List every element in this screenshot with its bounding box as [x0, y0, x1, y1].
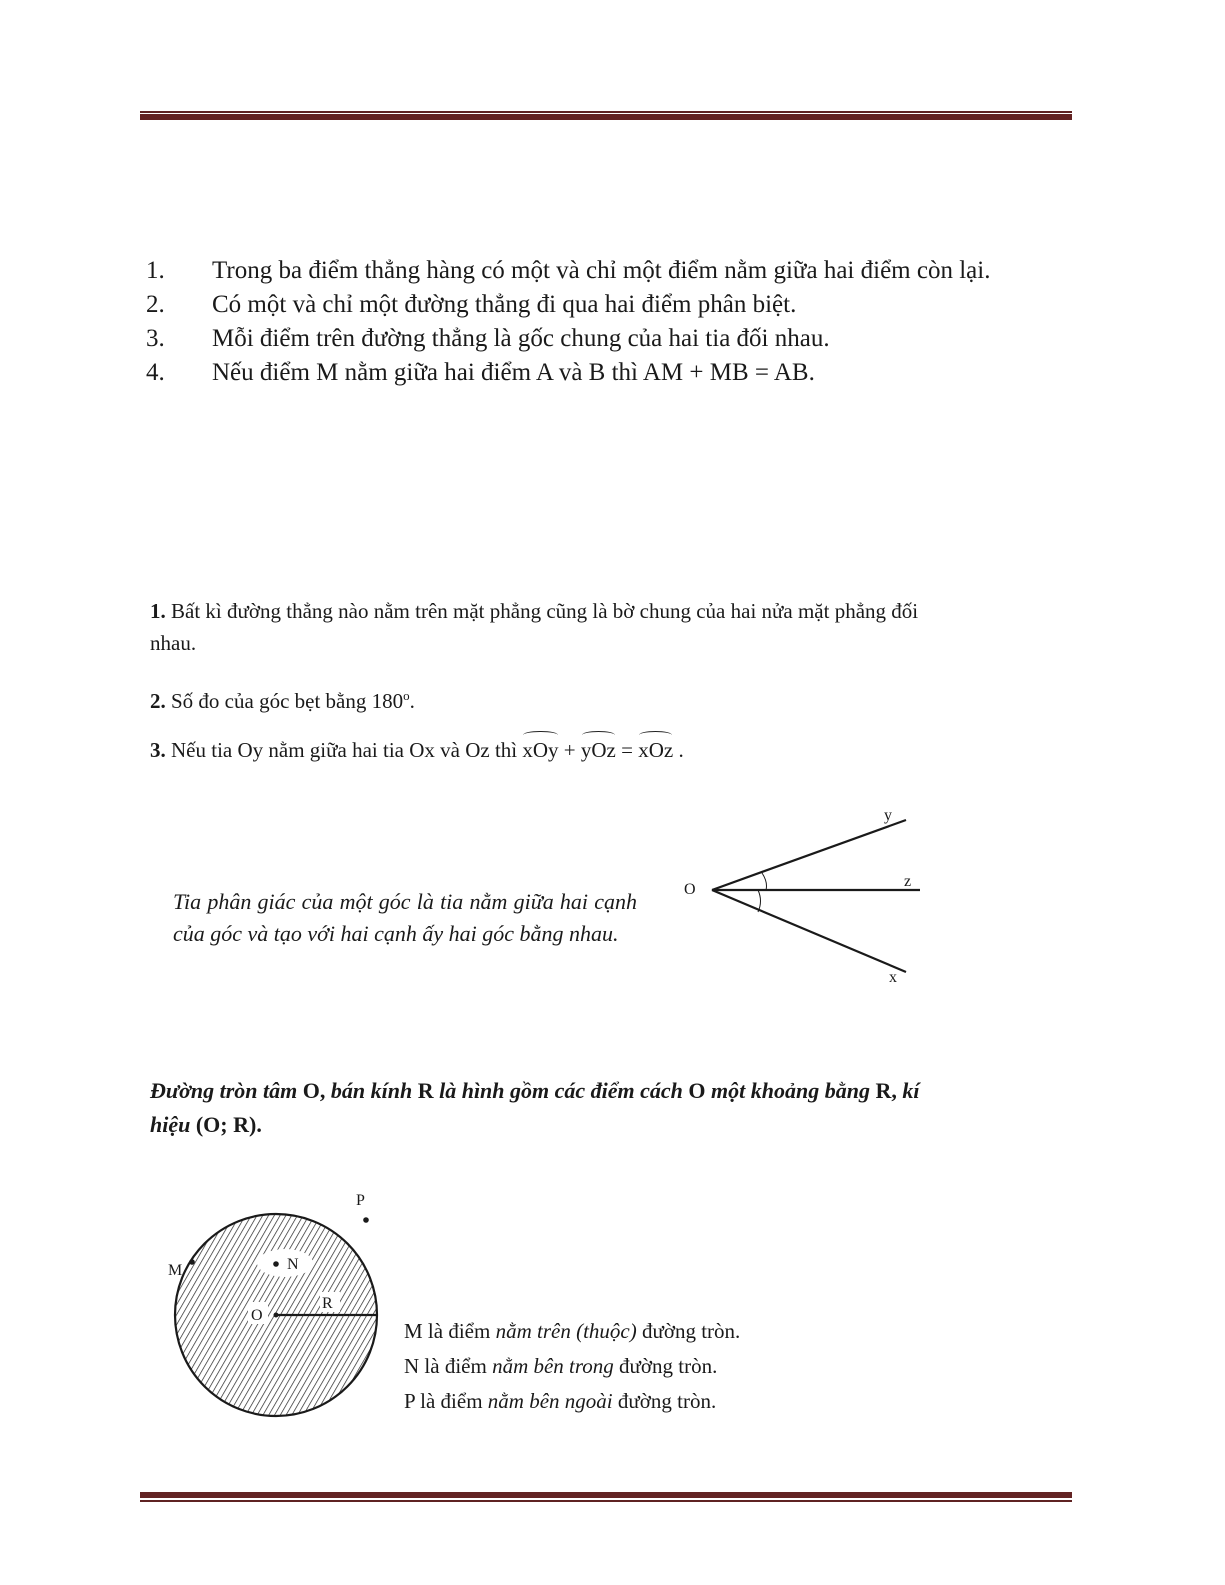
- list-text: Trong ba điểm thẳng hàng có một và chỉ một điểm nằm giữa hai điểm còn lại.: [212, 257, 991, 284]
- item-text: Nếu tia Oy nằm giữa hai tia Ox và Oz thì: [165, 738, 523, 762]
- line-emphasis: nằm trên (thuộc): [495, 1319, 637, 1343]
- def-symbol: O,: [302, 1078, 331, 1103]
- def-text: bán kính: [330, 1078, 418, 1103]
- equals-sign: =: [615, 738, 639, 762]
- list-text: Nếu điểm M nằm giữa hai điểm A và B thì AM + MB = AB.: [212, 359, 815, 386]
- item-number: 2.: [150, 689, 166, 713]
- def-text: Đường tròn tâm: [150, 1078, 303, 1103]
- list-item: [146, 322, 1062, 356]
- ray-ox: [712, 890, 906, 972]
- label-center: O: [251, 1307, 263, 1324]
- list-number: 1.: [146, 257, 165, 284]
- circle-figure: [150, 1170, 400, 1430]
- label-n: N: [287, 1256, 299, 1273]
- list-item: [146, 288, 1062, 322]
- angle-xoy: xOy: [522, 734, 558, 766]
- item-end: .: [673, 738, 684, 762]
- point-m-line: [404, 1314, 740, 1349]
- footer-rule-thick: [140, 1492, 1072, 1498]
- point-m-dot: [189, 1259, 195, 1265]
- bisector-definition: Tia phân giác của một góc là tia nằm giữa hai cạnh của góc và tạo với hai cạnh ấy hai góc bằng nhau.: [173, 889, 637, 946]
- list-number: 4.: [146, 359, 165, 386]
- label-y: y: [884, 807, 892, 824]
- list-item: [146, 254, 1062, 288]
- degree-sup: o: [403, 688, 410, 703]
- point-n-dot: [273, 1261, 279, 1267]
- item-number: 1.: [150, 599, 166, 623]
- line-emphasis: nằm bên ngoài: [487, 1389, 613, 1413]
- plus-sign: +: [558, 738, 581, 762]
- item-end: .: [409, 689, 415, 713]
- angle-addition-fact: [150, 734, 940, 766]
- label-x: x: [889, 969, 897, 986]
- list-number: 2.: [146, 291, 165, 318]
- point-p-line: [404, 1384, 740, 1419]
- line-text: đường tròn.: [613, 1354, 718, 1378]
- circle-point-positions: [404, 1314, 740, 1419]
- list-number: 3.: [146, 325, 165, 352]
- inside-highlight: [257, 1249, 313, 1277]
- header-rule-thick: [140, 114, 1072, 120]
- ray-oy: [712, 820, 906, 890]
- line-point-facts-list: [146, 254, 1062, 390]
- label-radius: R: [322, 1295, 333, 1312]
- label-o: O: [684, 881, 696, 898]
- angle-yoz: yOz: [581, 734, 616, 766]
- item-text: Số đo của góc bẹt bằng 180: [165, 689, 404, 713]
- angle-xoz: xOz: [638, 734, 673, 766]
- footer-rule-thin: [140, 1500, 1072, 1502]
- half-plane-fact: [150, 595, 940, 659]
- circle-definition: [150, 1074, 930, 1142]
- def-notation: (O; R).: [195, 1112, 262, 1137]
- center-dot: [274, 1313, 279, 1318]
- point-n-line: [404, 1349, 740, 1384]
- item-number: 3.: [150, 738, 166, 762]
- line-emphasis: nằm bên trong: [492, 1354, 614, 1378]
- straight-angle-fact: [150, 680, 940, 717]
- line-text: P là điểm: [404, 1389, 488, 1413]
- def-text: kí hiệu: [150, 1078, 920, 1137]
- list-text: Có một và chỉ một đường thẳng đi qua hai điểm phân biệt.: [212, 291, 797, 318]
- line-text: đường tròn.: [636, 1319, 741, 1343]
- header-rule-thin: [140, 111, 1072, 113]
- list-text: Mỗi điểm trên đường thẳng là gốc chung của hai tia đối nhau.: [212, 325, 830, 352]
- label-m: M: [168, 1262, 183, 1279]
- line-text: N là điểm: [404, 1354, 493, 1378]
- line-text: M là điểm: [404, 1319, 496, 1343]
- line-text: đường tròn.: [612, 1389, 717, 1413]
- def-symbol: R,: [875, 1078, 903, 1103]
- item-text: Bất kì đường thẳng nào nằm trên mặt phẳng cũng là bờ chung của hai nửa mặt phẳng đối nhau.: [150, 599, 919, 655]
- def-text: một khoảng bằng: [711, 1078, 876, 1103]
- def-symbol: O: [688, 1078, 712, 1103]
- list-item: [146, 356, 1062, 390]
- point-p-dot: [363, 1217, 369, 1223]
- def-symbol: R: [417, 1078, 440, 1103]
- label-p: P: [356, 1192, 365, 1209]
- angle-arc-top: [762, 873, 767, 890]
- label-z: z: [904, 873, 912, 890]
- bisector-figure: [670, 800, 930, 985]
- def-text: là hình gồm các điểm cách: [439, 1078, 689, 1103]
